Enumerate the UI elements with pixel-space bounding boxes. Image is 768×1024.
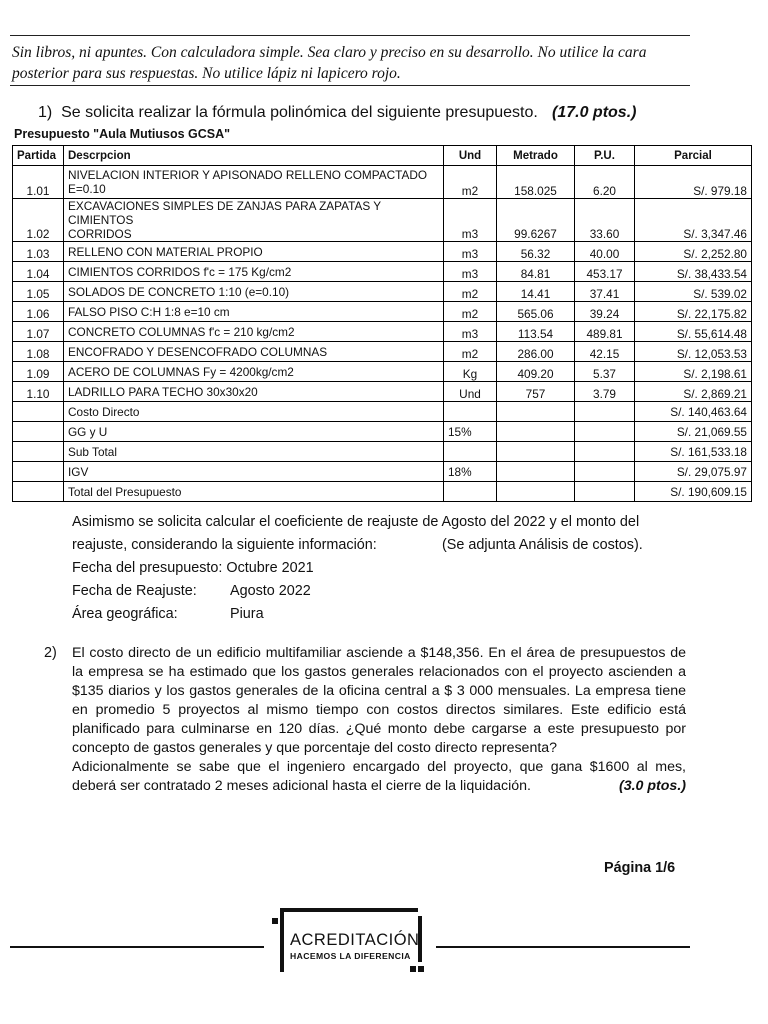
row-parcial: S/. 2,869.21 xyxy=(635,382,752,402)
summary-label: Sub Total xyxy=(64,442,444,462)
budget-row xyxy=(13,322,752,342)
budget-row xyxy=(13,262,752,282)
budget-row xyxy=(13,282,752,302)
header-partida: Partida xyxy=(13,146,64,166)
budget-header-row xyxy=(13,146,752,166)
row-descripcion-line-1: CIMIENTOS CORRIDOS f'c = 175 Kg/cm2 xyxy=(68,264,292,279)
summary-row xyxy=(13,402,752,422)
logo-mark-top xyxy=(272,918,278,924)
field-label: Área geográfica: xyxy=(72,606,178,622)
header-metrado: Metrado xyxy=(497,146,575,166)
summary-amount: S/. 29,075.97 xyxy=(635,462,752,482)
summary-empty xyxy=(575,402,635,422)
row-pu: 5.37 xyxy=(575,362,635,382)
row-und: m3 xyxy=(444,262,497,282)
row-descripcion-line-1: RELLENO CON MATERIAL PROPIO xyxy=(68,244,263,259)
summary-empty xyxy=(575,482,635,502)
budget-row xyxy=(13,382,752,402)
question-1-number: 1) xyxy=(38,104,53,121)
exam-instructions xyxy=(12,42,702,84)
row-descripcion xyxy=(64,199,444,242)
summary-row xyxy=(13,462,752,482)
question-1 xyxy=(38,104,637,122)
row-descripcion-line-1: FALSO PISO C:H 1:8 e=10 cm xyxy=(68,304,230,319)
row-descripcion xyxy=(64,382,444,402)
row-parcial: S/. 38,433.54 xyxy=(635,262,752,282)
field-fecha-reajuste xyxy=(72,580,712,603)
row-metrado: 158.025 xyxy=(497,166,575,199)
question-2-number: 2) xyxy=(44,645,57,661)
summary-amount: S/. 161,533.18 xyxy=(635,442,752,462)
summary-empty xyxy=(497,402,575,422)
row-descripcion-line-1: LADRILLO PARA TECHO 30x30x20 xyxy=(68,384,258,399)
row-partida: 1.03 xyxy=(13,242,64,262)
reajuste-section xyxy=(72,511,712,626)
row-metrado: 84.81 xyxy=(497,262,575,282)
logo-mark-bottom xyxy=(410,966,416,972)
row-und: m2 xyxy=(444,166,497,199)
field-value: Agosto 2022 xyxy=(230,583,311,599)
question-2-para-1: El costo directo de un edificio multifamiliar asciende a $148,356. En el área de presupuestos de la empresa se ha estimado que los gastos generales relacionados con el proyecto ascienden a $135 diarios y los gastos generales de la oficina central a $ 3 000 mensuales. La empresa tiene en promedio 5 proyectos al mismo tiempo con costos directos similares. Este edificio está planificado para culminarse en 120 días. ¿Qué monto debe cargarse a este presupuesto por concepto de gastos generales y que porcentaje del costo directo representa? xyxy=(72,645,686,756)
summary-row xyxy=(13,482,752,502)
budget-row xyxy=(13,166,752,199)
field-fecha-presupuesto xyxy=(72,557,712,580)
field-area-geografica xyxy=(72,603,712,626)
row-und: m2 xyxy=(444,302,497,322)
row-pu: 42.15 xyxy=(575,342,635,362)
summary-empty xyxy=(13,442,64,462)
row-parcial: S/. 55,614.48 xyxy=(635,322,752,342)
logo-name: ACREDITACIÓN xyxy=(290,931,420,949)
question-2-points: (3.0 ptos.) xyxy=(618,778,686,794)
row-parcial: S/. 2,252.80 xyxy=(635,242,752,262)
row-partida: 1.01 xyxy=(13,166,64,199)
summary-empty xyxy=(575,422,635,442)
row-descripcion-line-1: ACERO DE COLUMNAS Fy = 4200kg/cm2 xyxy=(68,364,294,379)
field-value: Piura xyxy=(230,606,264,622)
summary-label: GG y U xyxy=(64,422,444,442)
row-descripcion-line-1: EXCAVACIONES SIMPLES DE ZANJAS PARA ZAPATAS Y CIMIENTOS xyxy=(68,199,381,227)
summary-empty xyxy=(13,482,64,502)
budget-table xyxy=(12,145,752,502)
field-value: Octubre 2021 xyxy=(226,560,314,576)
row-descripcion-line-2: CORRIDOS xyxy=(68,227,132,241)
budget-row xyxy=(13,362,752,382)
row-partida: 1.09 xyxy=(13,362,64,382)
row-parcial: S/. 3,347.46 xyxy=(635,199,752,242)
row-pu: 40.00 xyxy=(575,242,635,262)
row-partida: 1.08 xyxy=(13,342,64,362)
summary-row xyxy=(13,442,752,462)
budget-row xyxy=(13,199,752,242)
budget-row xyxy=(13,302,752,322)
header-pu: P.U. xyxy=(575,146,635,166)
summary-amount: S/. 190,609.15 xyxy=(635,482,752,502)
row-und: m3 xyxy=(444,242,497,262)
row-partida: 1.04 xyxy=(13,262,64,282)
header-und: Und xyxy=(444,146,497,166)
question-2 xyxy=(72,644,686,796)
summary-amount: S/. 21,069.55 xyxy=(635,422,752,442)
row-descripcion xyxy=(64,322,444,342)
row-descripcion-line-1: NIVELACION INTERIOR Y APISONADO RELLENO COMPACTADO xyxy=(68,168,428,182)
row-parcial: S/. 12,053.53 xyxy=(635,342,752,362)
row-partida: 1.07 xyxy=(13,322,64,342)
row-descripcion xyxy=(64,302,444,322)
row-metrado: 99.6267 xyxy=(497,199,575,242)
instructions-bottom-rule xyxy=(10,85,690,86)
row-descripcion xyxy=(64,362,444,382)
row-und: m2 xyxy=(444,342,497,362)
row-parcial: S/. 539.02 xyxy=(635,282,752,302)
row-und: m3 xyxy=(444,322,497,342)
row-metrado: 113.54 xyxy=(497,322,575,342)
footer-rule-right xyxy=(436,946,690,948)
question-1-points: (17.0 ptos.) xyxy=(552,104,637,121)
row-descripcion-line-1: SOLADOS DE CONCRETO 1:10 (e=0.10) xyxy=(68,284,290,299)
budget-title: Presupuesto "Aula Mutiusos GCSA" xyxy=(14,127,231,141)
row-metrado: 409.20 xyxy=(497,362,575,382)
question-1-text: Se solicita realizar la fórmula polinómica del siguiente presupuesto. xyxy=(61,104,538,121)
row-metrado: 565.06 xyxy=(497,302,575,322)
summary-empty xyxy=(13,462,64,482)
row-descripcion-line-1: ENCOFRADO Y DESENCOFRADO COLUMNAS xyxy=(68,344,328,359)
row-descripcion xyxy=(64,282,444,302)
instructions-line-1: Sin libros, ni apuntes. Con calculadora simple. Sea claro y preciso en su desarrollo. No utilice la cara xyxy=(12,44,647,61)
row-metrado: 757 xyxy=(497,382,575,402)
row-metrado: 56.32 xyxy=(497,242,575,262)
summary-rate xyxy=(444,482,497,502)
summary-empty xyxy=(497,462,575,482)
summary-empty xyxy=(497,442,575,462)
summary-label: IGV xyxy=(64,462,444,482)
question-2-para-2: Adicionalmente se sabe que el ingeniero encargado del proyecto, que gana $1600 al mes, deberá ser contratado 2 meses adicional hasta el cierre de la liquidación. xyxy=(72,759,686,794)
row-pu: 6.20 xyxy=(575,166,635,199)
row-pu: 453.17 xyxy=(575,262,635,282)
summary-rate xyxy=(444,402,497,422)
budget-row xyxy=(13,242,752,262)
row-parcial: S/. 979.18 xyxy=(635,166,752,199)
instructions-line-2: posterior para sus respuestas. No utilice lápiz ni lapicero rojo. xyxy=(12,65,401,82)
row-descripcion xyxy=(64,342,444,362)
row-descripcion xyxy=(64,242,444,262)
reajuste-line-1: Asimismo se solicita calcular el coeficiente de reajuste de Agosto del 2022 y el monto del xyxy=(72,514,640,530)
row-parcial: S/. 22,175.82 xyxy=(635,302,752,322)
top-rule xyxy=(10,35,690,36)
footer-rule-left xyxy=(10,946,264,948)
row-descripcion xyxy=(64,262,444,282)
row-pu: 33.60 xyxy=(575,199,635,242)
row-und: m3 xyxy=(444,199,497,242)
summary-label: Total del Presupuesto xyxy=(64,482,444,502)
row-metrado: 14.41 xyxy=(497,282,575,302)
summary-empty xyxy=(497,482,575,502)
summary-rate xyxy=(444,442,497,462)
row-parcial: S/. 2,198.61 xyxy=(635,362,752,382)
summary-label: Costo Directo xyxy=(64,402,444,422)
row-metrado: 286.00 xyxy=(497,342,575,362)
page-number: Página 1/6 xyxy=(604,860,676,876)
row-pu: 489.81 xyxy=(575,322,635,342)
field-label: Fecha de Reajuste: xyxy=(72,583,197,599)
reajuste-line-2a: reajuste, considerando la siguiente información: xyxy=(72,537,377,553)
header-descripcion: Descrpcion xyxy=(64,146,444,166)
summary-empty xyxy=(497,422,575,442)
row-partida: 1.06 xyxy=(13,302,64,322)
row-pu: 39.24 xyxy=(575,302,635,322)
row-descripcion-line-1: CONCRETO COLUMNAS f'c = 210 kg/cm2 xyxy=(68,324,295,339)
summary-empty xyxy=(575,462,635,482)
summary-empty xyxy=(575,442,635,462)
logo-mark-bottom-2 xyxy=(418,966,424,972)
field-label: Fecha del presupuesto: xyxy=(72,560,223,576)
row-und: m2 xyxy=(444,282,497,302)
summary-empty xyxy=(13,422,64,442)
summary-rate: 15% xyxy=(444,422,497,442)
question-2-para-2-wrap xyxy=(72,758,686,796)
budget-row xyxy=(13,342,752,362)
summary-rate: 18% xyxy=(444,462,497,482)
row-und: Kg xyxy=(444,362,497,382)
reajuste-line-2 xyxy=(72,534,712,557)
row-partida: 1.05 xyxy=(13,282,64,302)
row-pu: 37.41 xyxy=(575,282,635,302)
row-partida: 1.10 xyxy=(13,382,64,402)
summary-empty xyxy=(13,402,64,422)
summary-row xyxy=(13,422,752,442)
row-pu: 3.79 xyxy=(575,382,635,402)
row-und: Und xyxy=(444,382,497,402)
row-descripcion-line-2: E=0.10 xyxy=(68,182,106,196)
logo-tagline: HACEMOS LA DIFERENCIA xyxy=(290,951,411,961)
header-parcial: Parcial xyxy=(635,146,752,166)
reajuste-line-2b: (Se adjunta Análisis de costos). xyxy=(442,537,643,553)
row-descripcion xyxy=(64,166,444,199)
summary-amount: S/. 140,463.64 xyxy=(635,402,752,422)
row-partida: 1.02 xyxy=(13,199,64,242)
